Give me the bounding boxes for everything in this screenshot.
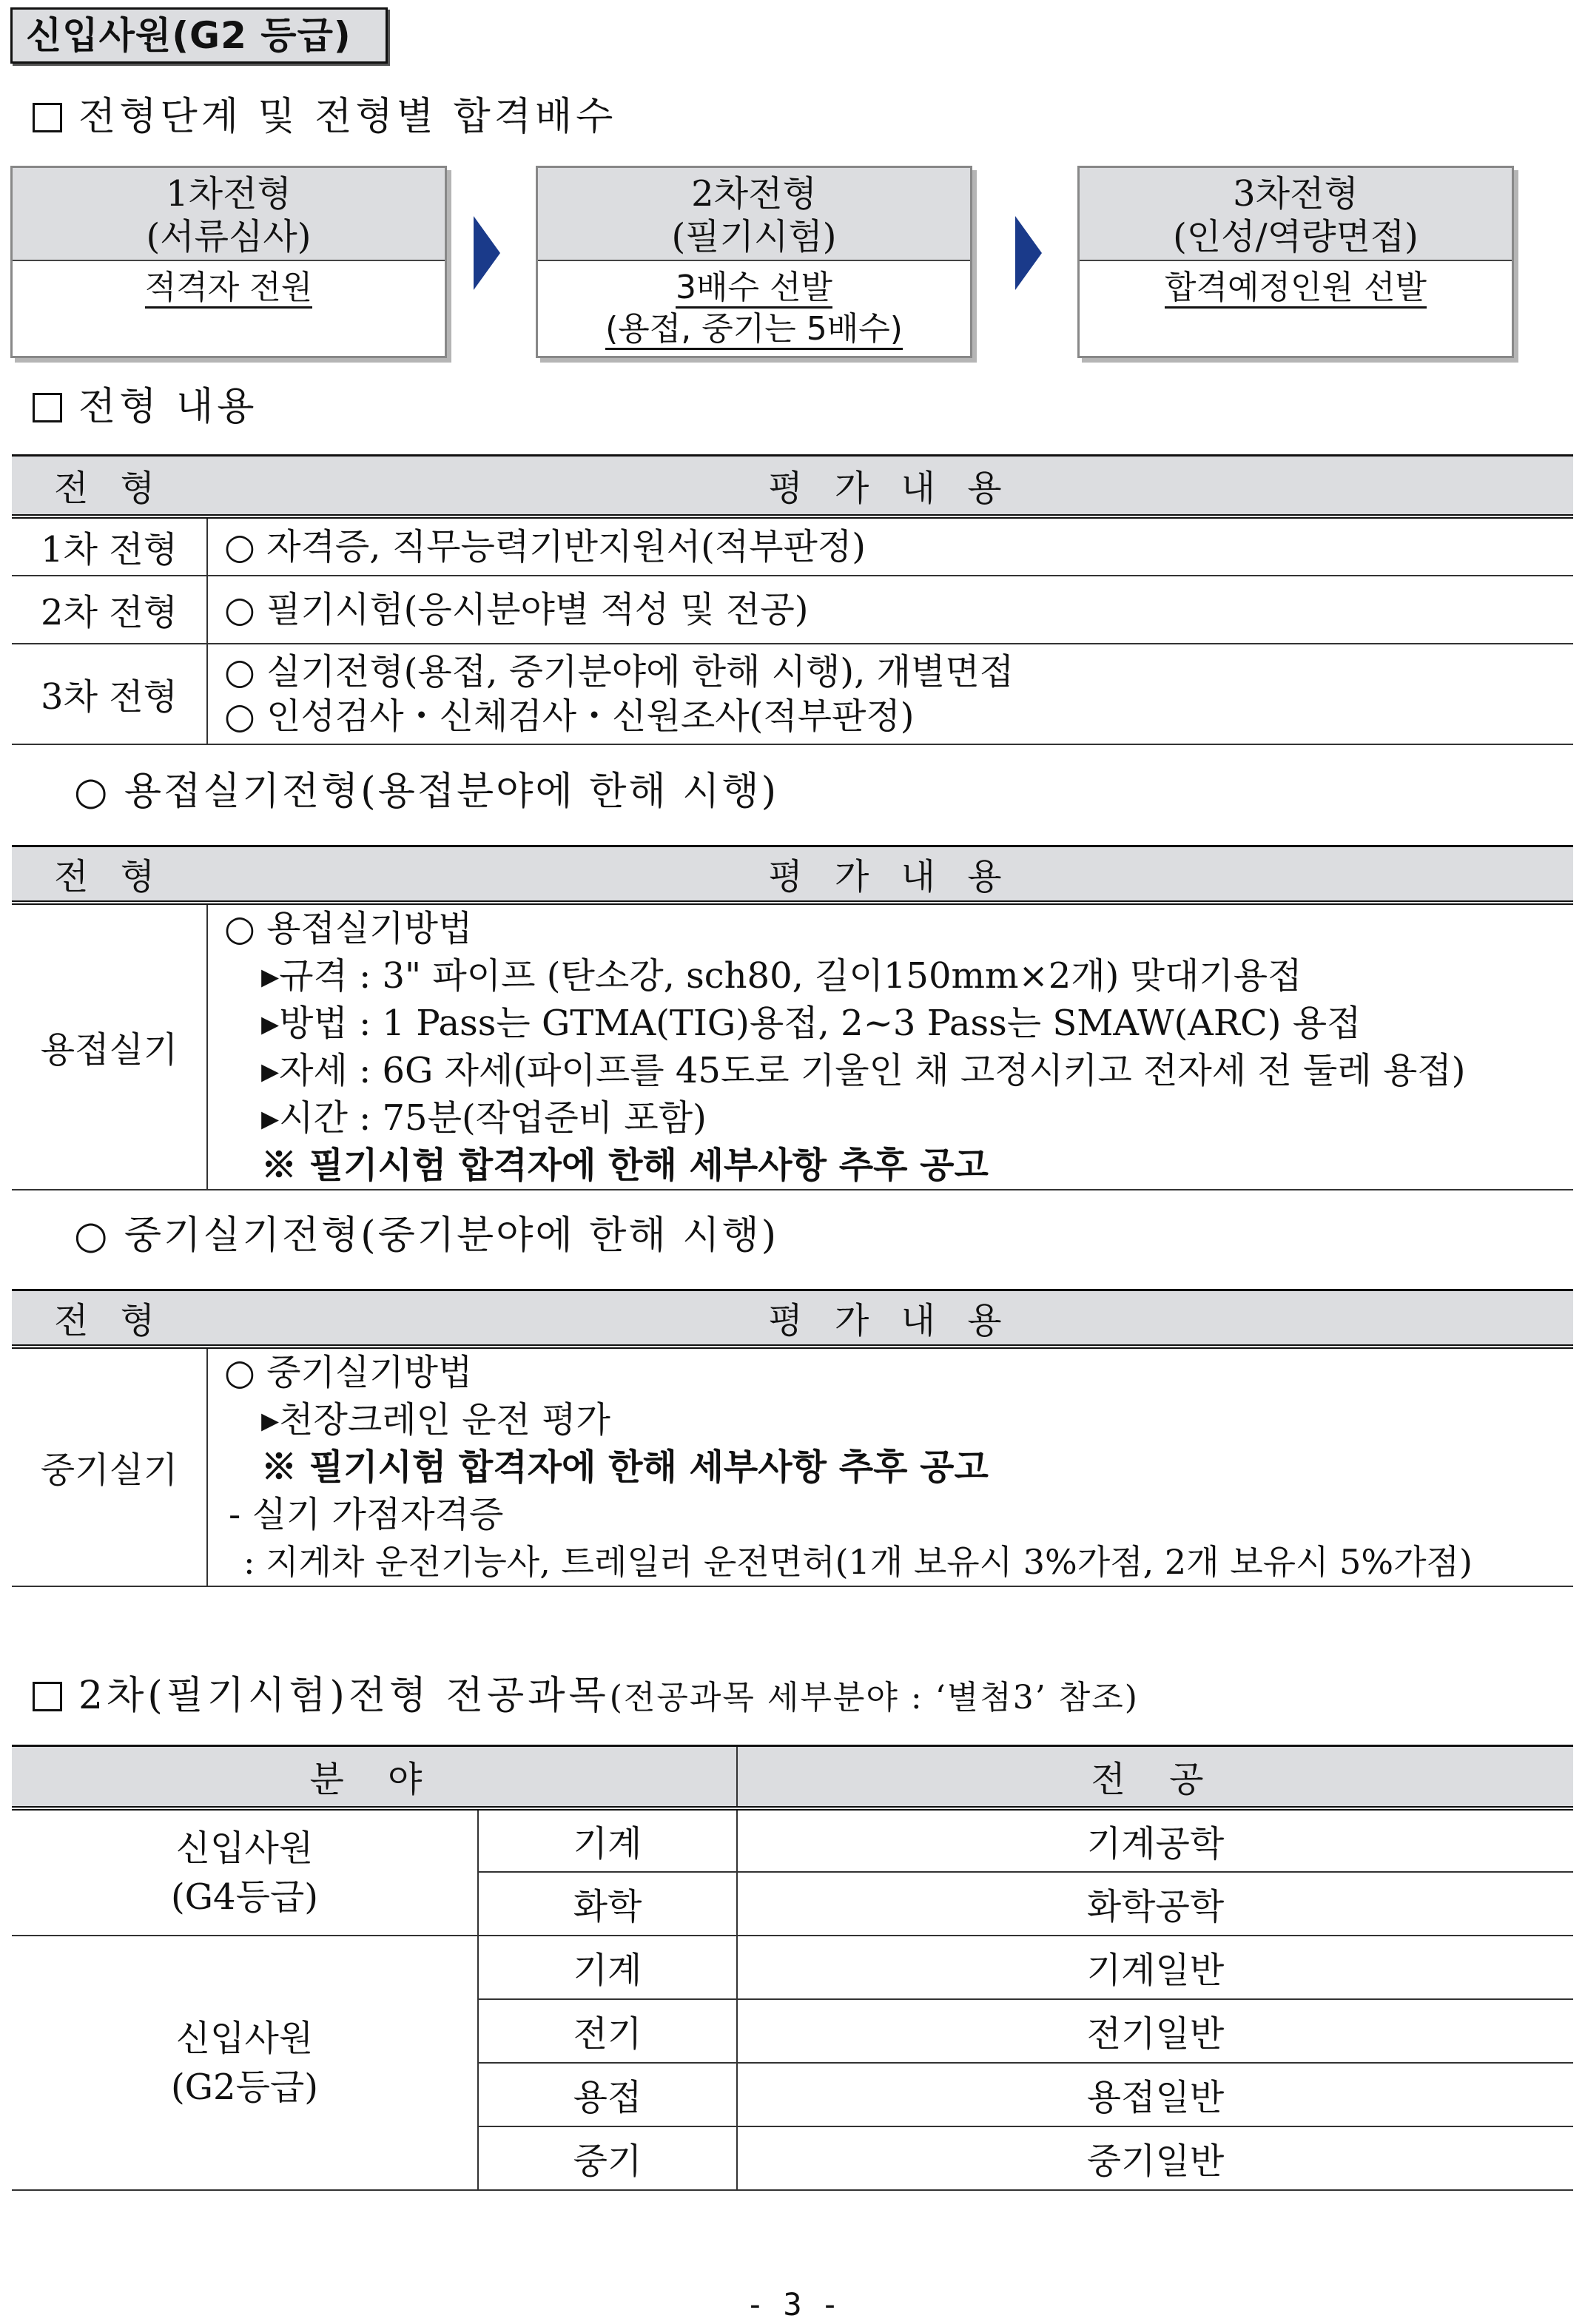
notice-line: ※ 필기시험 합격자에 한해 세부사항 추후 공고 [261,1144,989,1186]
checkbox-square-icon [33,393,62,422]
col-header-stage: 전 형 [12,1290,207,1347]
field-cell: 화학 [478,1872,737,1936]
welding-heading: ○ 용접실기전형(용접분야에 한해 시행) [74,769,779,814]
group-label-line1: 신입사원 [175,1827,314,1869]
section-heading-text: 전형 내용 [78,385,258,429]
col-header-major: 전 공 [737,1746,1573,1808]
stage-result-line1: 적격자 전원 [145,269,313,309]
stage-name-line1: 1차전형 [166,173,292,215]
stage-result-line1: 3배수 선발 [676,269,832,309]
stage-name-line2: (서류심사) [146,216,312,257]
content-line: ▸천장크레인 운전 평가 [261,1398,610,1441]
notice-line: ※ 필기시험 합격자에 한해 세부사항 추후 공고 [261,1446,989,1488]
checkbox-square-icon [33,103,62,132]
row-content-line: ○ 실기전형(용접, 중기분야에 한해 시행), 개별면접 [224,650,1014,693]
table-row [12,644,1573,744]
field-cell: 용접 [478,2063,737,2126]
table-header-row [12,1290,1573,1347]
table-header-row [12,456,1573,516]
group-label-line1: 신입사원 [175,2017,314,2059]
stage-result-line1: 합격예정인원 선발 [1165,269,1427,309]
stage-name-line1: 3차전형 [1233,173,1359,215]
content-line: ▸시간 : 75분(작업준비 포함) [261,1097,707,1139]
stage-result [1080,261,1512,309]
row-content-line: ○ 자격증, 직무능력기반지원서(적부판정) [224,525,866,567]
stage-box-2 [536,166,972,358]
table-header-row [12,846,1573,903]
major-cell: 기계공학 [737,1808,1573,1872]
crane-heading: ○ 중기실기전형(중기분야에 한해 시행) [74,1213,779,1258]
stage-name-line2: (인성/역량면접) [1173,216,1419,257]
stage-result-line2: (용접, 중기는 5배수) [605,310,903,350]
stage-name [13,168,445,261]
table-row [12,516,1573,576]
content-line: : 지게차 운전기능사, 트레일러 운전면허(1개 보유시 3%가점, 2개 보유시 5%가점) [243,1541,1473,1582]
content-line: ▸자세 : 6G 자세(파이프를 45도로 기울인 채 고정시키고 전자세 전 둘레 용접) [261,1049,1466,1091]
content-line: ○ 중기실기방법 [224,1351,473,1393]
row-label: 3차 전형 [12,644,207,744]
row-label: 용접실기 [12,903,207,1190]
page-number: - 3 - [745,2286,840,2323]
section-heading-text: 2차(필기시험)전형 전공과목 [78,1674,610,1718]
group-label-line2: (G2등급) [170,2066,319,2108]
stage-result [13,261,445,309]
major-cell: 용접일반 [737,2063,1573,2126]
col-header-field: 분 야 [12,1746,737,1808]
majors-table [12,1745,1573,2191]
table-row [12,903,1573,1190]
table-row [12,576,1573,644]
major-cell: 전기일반 [737,1999,1573,2063]
col-header-stage: 전 형 [12,846,207,903]
content-line: ○ 용접실기방법 [224,907,473,949]
field-cell: 기계 [478,1808,737,1872]
table-header-row [12,1746,1573,1808]
section-heading-contents [33,385,258,429]
major-cell: 중기일반 [737,2126,1573,2190]
row-content-line: ○ 인성검사・신체검사・신원조사(적부판정) [224,695,915,737]
content-line: ▸규격 : 3" 파이프 (탄소강, sch80, 길이150mm×2개) 맞대기용접 [261,954,1302,997]
major-cell: 화학공학 [737,1872,1573,1936]
stage-name-line2: (필기시험) [671,216,837,257]
row-label: 중기실기 [12,1347,207,1586]
evaluation-table [12,454,1573,745]
stage-name [1080,168,1512,261]
major-cell: 기계일반 [737,1936,1573,1999]
field-cell: 중기 [478,2126,737,2190]
stage-result [538,261,970,350]
page-title: 신입사원(G2 등급) [10,7,388,64]
content-line: - 실기 가점자격증 [229,1493,504,1535]
group-label-line2: (G4등급) [170,1876,319,1918]
col-header-content: 평 가 내 용 [207,846,1573,903]
stage-name-line1: 2차전형 [691,173,817,215]
stage-name [538,168,970,261]
checkbox-square-icon [33,1682,62,1711]
section-heading-text: 전형단계 및 전형별 합격배수 [78,95,617,139]
table-row [12,1936,1573,1999]
content-line: ▸방법 : 1 Pass는 GTMA(TIG)용접, 2~3 Pass는 SMAW(ARC) 용접 [261,1002,1362,1044]
stage-box-1 [10,166,447,358]
field-cell: 전기 [478,1999,737,2063]
field-cell: 기계 [478,1936,737,1999]
col-header-stage: 전 형 [12,456,207,516]
arrow-right-icon [1015,216,1042,290]
section-heading-majors [33,1674,1139,1720]
row-content-line: ○ 필기시험(응시분야별 적성 및 전공) [224,588,809,630]
welding-table [12,845,1573,1190]
section-heading-stages [33,95,616,139]
stage-box-3 [1077,166,1514,358]
group-label [12,1936,478,2190]
col-header-content: 평 가 내 용 [207,456,1573,516]
row-label: 2차 전형 [12,576,207,644]
table-row [12,1347,1573,1586]
col-header-content: 평 가 내 용 [207,1290,1573,1347]
crane-table [12,1289,1573,1587]
section-heading-note: (전공과목 세부분야 : ‘별첨3’ 참조) [609,1679,1139,1717]
table-row [12,1808,1573,1872]
group-label [12,1808,478,1936]
arrow-right-icon [474,216,500,290]
row-label: 1차 전형 [12,516,207,576]
